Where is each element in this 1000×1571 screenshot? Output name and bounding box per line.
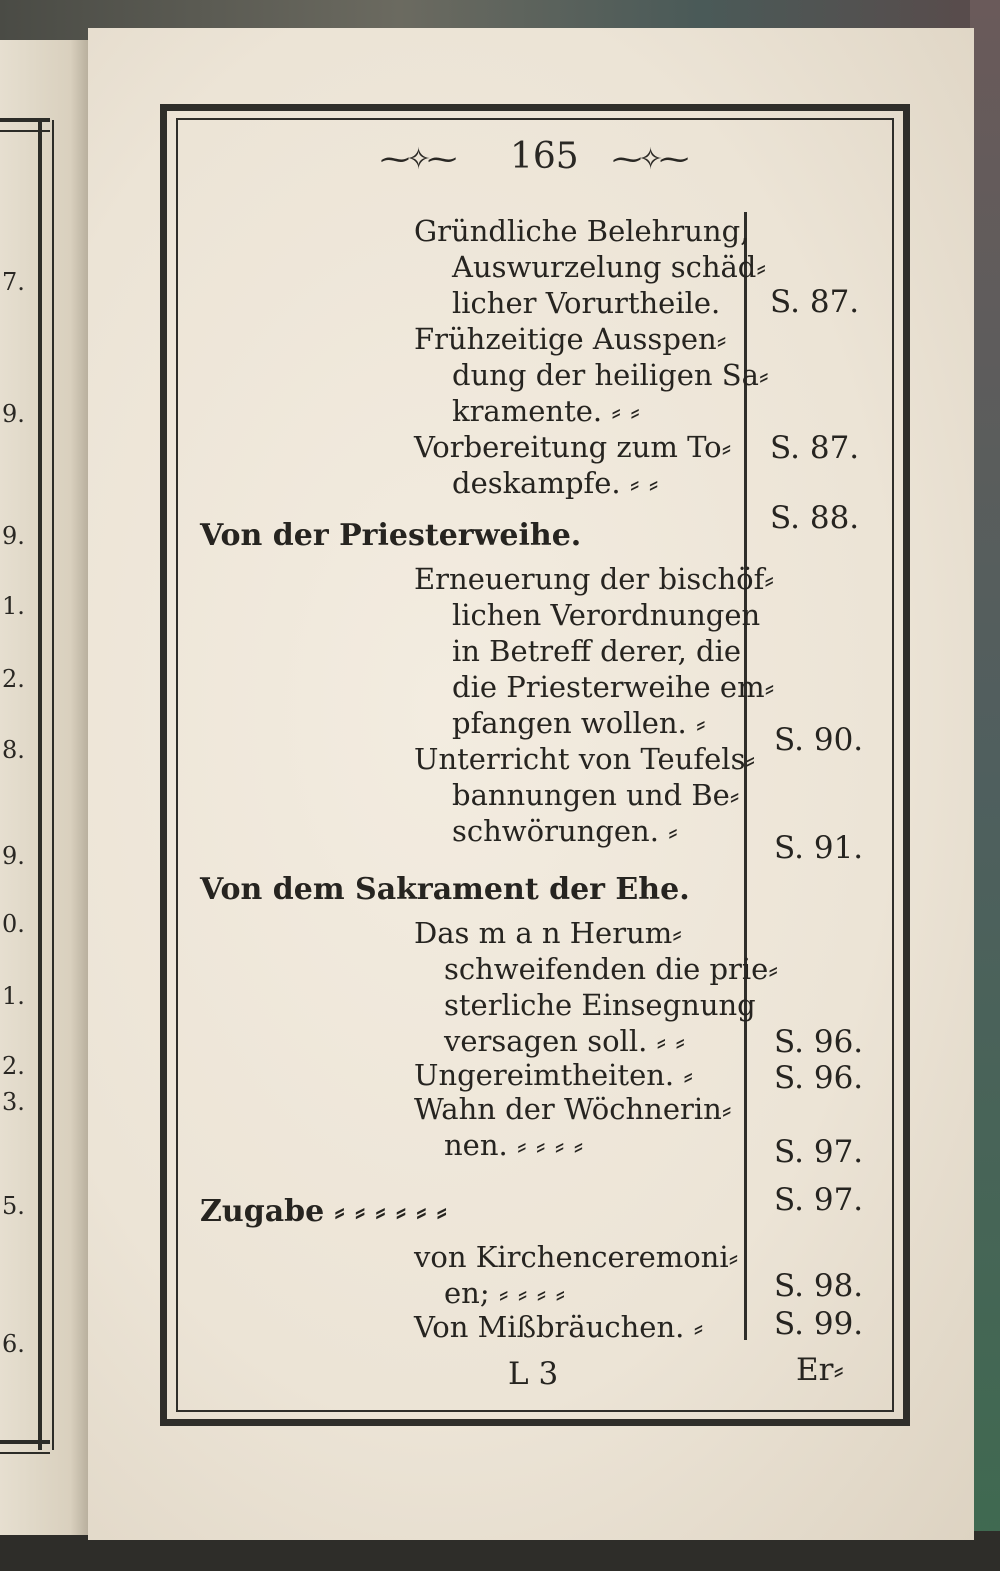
toc-entry-text: in Betreff derer, die [452, 634, 742, 668]
toc-entry-text: Wahn der Wöchnerin⸗ [414, 1092, 732, 1126]
facing-page-number: 9. [2, 842, 25, 870]
toc-entry-text: Von Mißbräuchen. ⸗ [414, 1310, 704, 1344]
facing-page-number: 5. [2, 1192, 25, 1220]
toc-entry-text: schwörungen. ⸗ [452, 814, 678, 848]
toc-entry-text: Gründliche Belehrung, [414, 214, 750, 248]
toc-page-ref: S. 87. [770, 284, 860, 320]
facing-page-number: 1. [2, 982, 25, 1010]
toc-entry-text: Frühzeitige Ausspen⸗ [414, 322, 727, 356]
facing-page-number: 1. [2, 592, 25, 620]
header-ornament-left: ⁓✧⁓ [380, 142, 454, 177]
toc-entry-text: Unterricht von Teufels⸗ [414, 742, 756, 776]
toc-page-ref: S. 97. [774, 1182, 864, 1218]
toc-entry-text: dung der heiligen Sa⸗ [452, 358, 769, 392]
toc-page-ref: S. 90. [774, 722, 864, 758]
toc-entry-text: nen. ⸗ ⸗ ⸗ ⸗ [444, 1128, 584, 1162]
toc-page-ref: S. 96. [774, 1024, 864, 1060]
toc-entry-text: Auswurzelung schäd⸗ [452, 250, 767, 284]
toc-page-ref: S. 96. [774, 1060, 864, 1096]
toc-entry-text: von Kirchenceremoni⸗ [414, 1240, 739, 1274]
facing-page-frame [38, 120, 54, 1450]
toc-entry-text: licher Vorurtheile. [452, 286, 721, 320]
toc-entry-text: sterliche Einsegnung [444, 988, 756, 1022]
toc-entry-text: bannungen und Be⸗ [452, 778, 740, 812]
facing-page-frame-bottom [0, 1440, 50, 1454]
toc-entry-text: lichen Verordnungen [452, 598, 761, 632]
facing-page-number: 9. [2, 400, 25, 428]
toc-page-ref: S. 88. [770, 500, 860, 536]
page-header [380, 136, 700, 184]
toc-entry-text: Ungereimtheiten. ⸗ [414, 1058, 693, 1092]
facing-page-number: 8. [2, 736, 25, 764]
toc-entry-text: versagen soll. ⸗ ⸗ [444, 1024, 686, 1058]
facing-page-number: 6. [2, 1330, 25, 1358]
header-ornament-right: ⁓✧⁓ [612, 142, 686, 177]
toc-entry-text: die Priesterweihe em⸗ [452, 670, 775, 704]
toc-entry-text: deskampfe. ⸗ ⸗ [452, 466, 659, 500]
toc-entry-text: Vorbereitung zum To⸗ [414, 430, 732, 464]
toc-page-ref: S. 99. [774, 1306, 864, 1342]
toc-section-heading: Von der Priesterweihe. [200, 518, 582, 553]
facing-page-frame-top [0, 118, 50, 132]
toc-page-ref: S. 97. [774, 1134, 864, 1170]
toc-entry-text: pfangen wollen. ⸗ [452, 706, 706, 740]
toc-page-ref: S. 87. [770, 430, 860, 466]
toc-page-ref: S. 98. [774, 1268, 864, 1304]
toc-section-heading: Von dem Sakrament der Ehe. [200, 872, 690, 907]
signature-mark: L 3 [508, 1356, 559, 1392]
toc-entry-text: schweifenden die prie⸗ [444, 952, 778, 986]
toc-page-ref: S. 91. [774, 830, 864, 866]
facing-page-number: 3. [2, 1088, 25, 1116]
facing-page-number: 9. [2, 522, 25, 550]
toc-entry-text: kramente. ⸗ ⸗ [452, 394, 640, 428]
page-number: 165 [510, 136, 579, 177]
toc-section-heading: Zugabe ⸗ ⸗ ⸗ ⸗ ⸗ ⸗ [200, 1194, 447, 1229]
facing-page-number: 0. [2, 910, 25, 938]
book-cover-edge [970, 0, 1000, 1571]
facing-page-number: 2. [2, 1052, 25, 1080]
catchword: Er⸗ [796, 1352, 844, 1388]
toc-entry-text: Das m a n Herum⸗ [414, 916, 682, 950]
toc-entry-text: en; ⸗ ⸗ ⸗ ⸗ [444, 1276, 566, 1310]
toc-entry-text: Erneuerung der bischöf⸗ [414, 562, 775, 596]
facing-page-number: 2. [2, 665, 25, 693]
facing-page-number: 7. [2, 268, 25, 296]
